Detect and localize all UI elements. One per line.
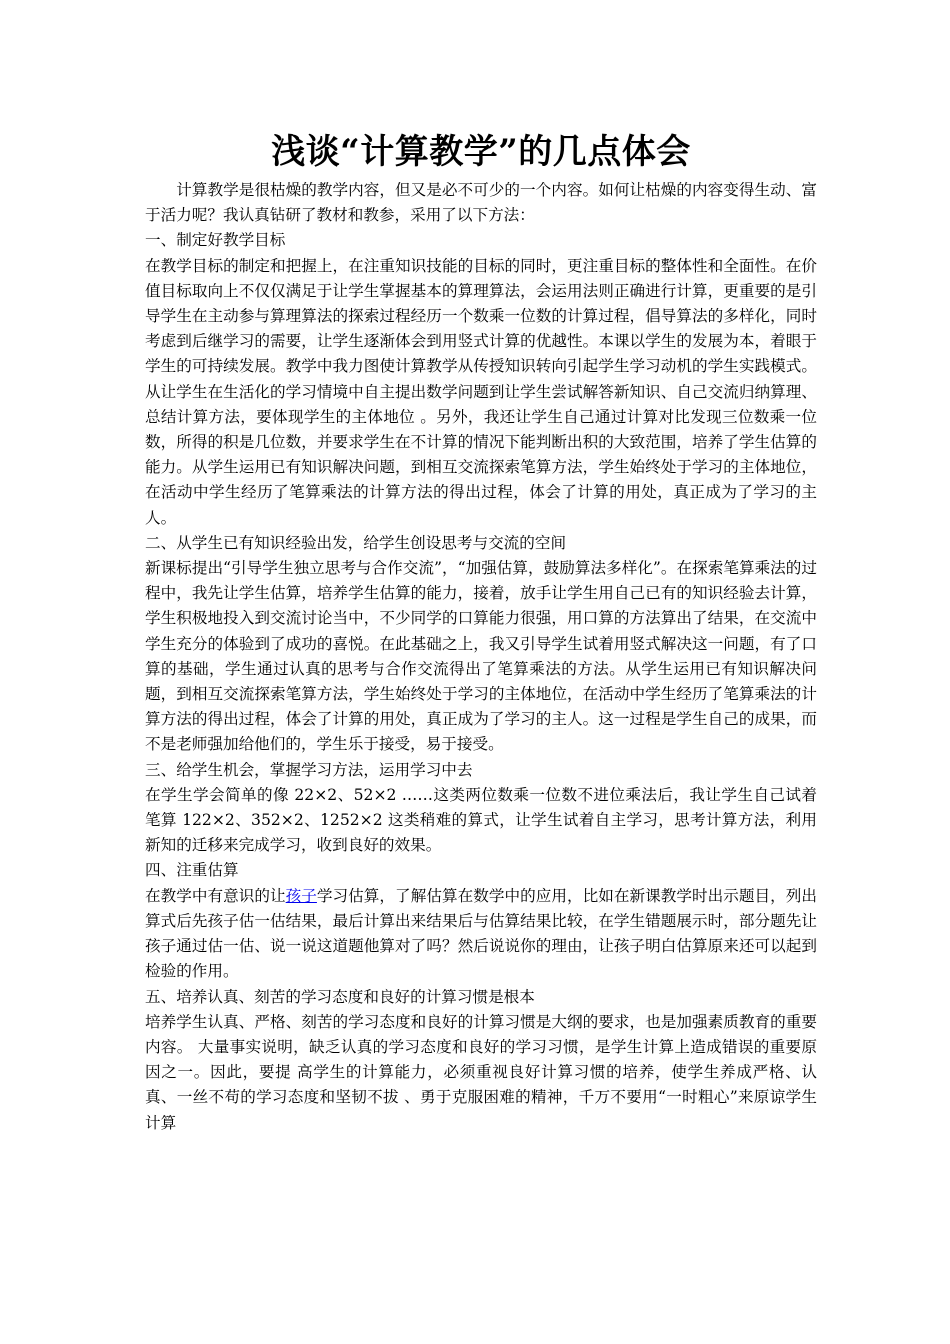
section-heading-4: 四、注重估算 [145, 861, 239, 880]
section-heading-5: 五、培养认真、刻苦的学习态度和良好的计算习惯是根本 [145, 987, 535, 1006]
section-body-4 [145, 884, 817, 985]
section-heading-2: 二、从学生已有知识经验出发，给学生创设思考与交流的空间 [145, 533, 567, 552]
document-page [145, 128, 817, 1136]
section-body-4-start: 在教学中有意识的让 [145, 886, 286, 905]
section-body-1: 在教学目标的制定和把握上，在注重知识技能的目标的同时，更注重目标的整体性和全面性。在价值目标取向上不仅仅满足于让学生掌握基本的算理算法，会运用法则正确进行计算，更重要的是引导学生在主动参与算理算法的探索过程经历一个数乘一位数的计算过程，倡导算法的多样化，同时考虑到后继学习的需要，让学生逐渐体会到用竖式计算的优越性。本课以学生的发展为本，着眼于学生的可持续发展。教学中我力图使计算教学从传授知识转向引起学生学习动机的学生实践模式。从让学生在生活化的学习情境中自主提出数学问题到让学生尝试解答新知识、自己交流归纳算理、总结计算方法，要体现学生的主体地位 。另外，我还让学生自己通过计算对比发现三位数乘一位数，所得的积是几位数，并要求学生在不计算的情况下能判断出积的大致范围，培养了学生估算的能力。从学生运用已有知识解决问题，到相互交流探索笔算方法，学生始终处于学习的主体地位，在活动中学生经历了笔算乘法的计算方法的得出过程，体会了计算的用处，真正成为了学习的主人。 [145, 256, 817, 527]
section-heading-1: 一、制定好教学目标 [145, 231, 286, 250]
document-title: 浅谈“计算教学”的几点体会 [271, 132, 691, 172]
intro-paragraph: 计算教学是很枯燥的教学内容，但又是必不可少的一个内容。如何让枯燥的内容变得生动、富于活力呢？我认真钻研了教材和教参，采用了以下方法： [145, 181, 817, 225]
section-body-5: 培养学生认真、严格、刻苦的学习态度和良好的计算习惯是大纲的要求，也是加强素质教育的重要内容。 大量事实说明，缺乏认真的学习态度和良好的学习习惯，是学生计算上造成错误的重要原因之一。因此，要提 高学生的计算能力，必须重视良好计算习惯的培养，使学生养成严格、认真、一丝不苟的学习态度和坚韧不拔 、勇于克服困难的精神，千万不要用“一时粗心”来原谅学生计算 [145, 1012, 817, 1132]
section-body-2: 新课标提出“引导学生独立思考与合作交流”，“加强估算，鼓励算法多样化”。在探索笔算乘法的过程中，我先让学生估算，培养学生估算的能力，接着，放手让学生用自己已有的知识经验去计算，学生积极地投入到交流讨论当中，不少同学的口算能力很强，用口算的方法算出了结果，在交流中学生充分的体验到了成功的喜悦。在此基础之上，我又引导学生试着用竖式解决这一问题，有了口算的基础，学生通过认真的思考与合作交流得出了笔算乘法的方法。从学生运用已有知识解决问题，到相互交流探索笔算方法，学生始终处于学习的主体地位，在活动中学生经历了笔算乘法的计算方法的得出过程，体会了计算的用处，真正成为了学习的主人。这一过程是学生自己的成果，而不是老师强加给他们的，学生乐于接受，易于接受。 [145, 559, 817, 754]
section-body-3: 在学生学会简单的像 22×2、52×2 ……这类两位数乘一位数不进位乘法后，我让学生自己试着笔算 122×2、352×2、1252×2 这类稍难的算式，让学生试着自主学习，思考计算方法，利用新知的迁移来完成学习，收到良好的效果。 [145, 785, 817, 855]
section-body-4-rest: 学习估算，了解估算在数学中的应用，比如在新课教学时出示题目，列出算式后先孩子估一估结果，最后计算出来结果后与估算结果比较，在学生错题展示时，部分题先让孩子通过估一估、说一说这道题他算对了吗？然后说说你的理由，让孩子明白估算原来还可以起到检验的作用。 [145, 886, 817, 981]
child-link[interactable]: 孩子 [285, 886, 317, 905]
section-heading-3: 三、给学生机会，掌握学习方法，运用学习中去 [145, 760, 473, 779]
